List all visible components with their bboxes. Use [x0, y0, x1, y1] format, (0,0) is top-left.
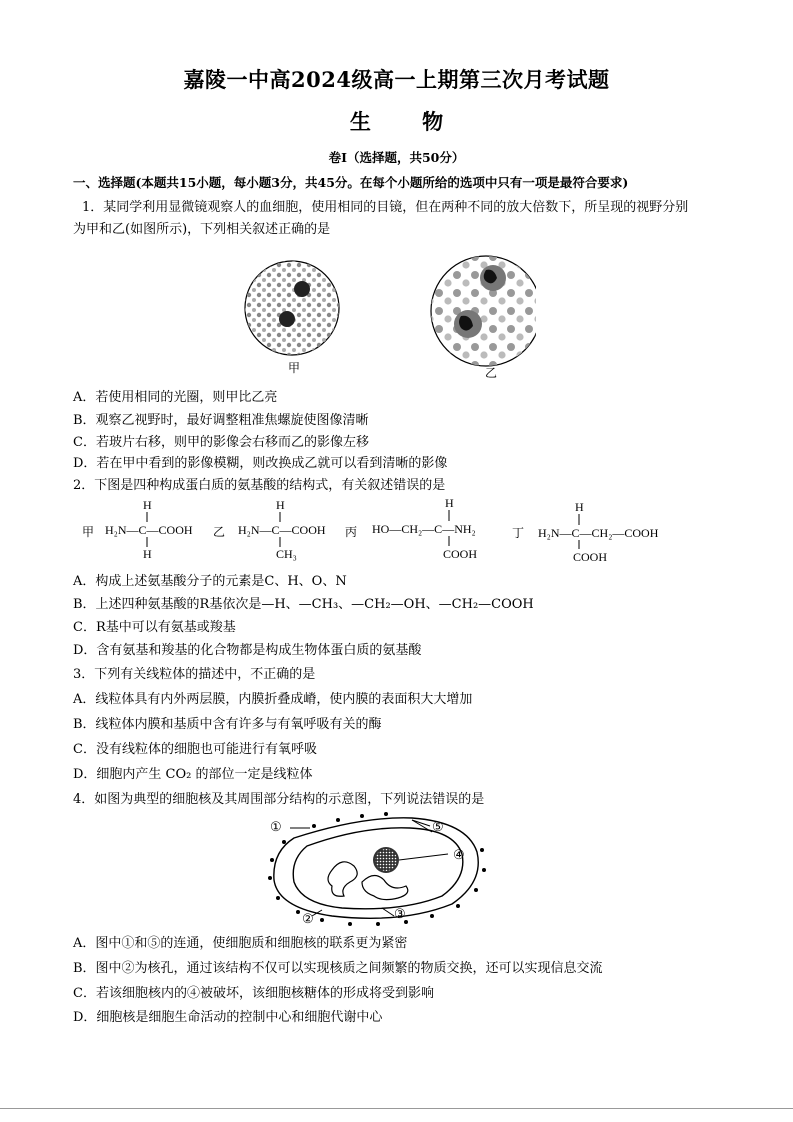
q4-option-a: A．图中①和⑤的连通，使细胞质和细胞核的联系更为紧密	[73, 936, 408, 951]
q1-stem-line1: 1．某同学利用显微镜观察人的血细胞，使用相同的目镜，但在两种不同的放大倍数下，所呈现的视野分别	[82, 200, 689, 215]
q3-option-a: A．线粒体具有内外两层膜，内膜折叠成嵴，使内膜的表面积大大增加	[73, 692, 473, 707]
formula-label-bing: 丙	[345, 525, 358, 539]
q4-option-c: C．若该细胞核内的④被破坏，该细胞核糖体的形成将受到影响	[73, 986, 434, 1001]
q3-option-d: D．细胞内产生 CO₂ 的部位一定是线粒体	[73, 767, 313, 782]
formula-ding-main: H₂N—C—CH₂—COOH	[538, 526, 659, 540]
figure-label-jia: 甲	[288, 361, 301, 375]
formula-ding-bottom: COOH	[573, 550, 608, 564]
q3-option-b: B．线粒体内膜和基质中含有许多与有氧呼吸有关的酶	[73, 717, 382, 732]
label-3: ③	[394, 907, 406, 922]
q1-option-d: D．若在甲中看到的影像模糊，则改换成乙就可以看到清晰的影像	[73, 456, 448, 471]
formula-bing-main: HO—CH₂—C—NH₂	[372, 522, 476, 536]
figure-label-yi: 乙	[485, 366, 498, 380]
q4-option-b: B．图中②为核孔，通过该结构不仅可以实现核质之间频繁的物质交换，还可以实现信息交流	[73, 961, 603, 976]
volume-heading: 卷Ⅰ（选择题，共50分）	[328, 150, 465, 165]
q1-stem-line2: 为甲和乙(如图所示)，下列相关叙述正确的是	[73, 222, 331, 237]
formula-yi-top: H	[276, 498, 285, 512]
q1-option-a: A．若使用相同的光圈，则甲比乙亮	[73, 390, 278, 405]
q2-option-b: B．上述四种氨基酸的R基依次是—H、—CH₃、—CH₂—OH、—CH₂—COOH	[73, 597, 534, 612]
formula-bing-top: H	[445, 496, 454, 510]
label-4: ④	[453, 848, 465, 863]
q1-option-b: B．观察乙视野时，最好调整粗准焦螺旋使图像清晰	[73, 413, 369, 428]
q4-option-d: D．细胞核是细胞生命活动的控制中心和细胞代谢中心	[73, 1010, 383, 1025]
q3-option-c: C．没有线粒体的细胞也可能进行有氧呼吸	[73, 742, 317, 757]
formula-bing-bottom: COOH	[443, 547, 478, 561]
q1-option-c: C．若玻片右移，则甲的影像会右移而乙的影像左移	[73, 435, 369, 450]
subject-title: 生 物	[349, 109, 466, 134]
exam-title: 嘉陵一中高2024级高一上期第三次月考试题	[183, 67, 610, 92]
section-heading: 一、选择题(本题共15小题，每小题3分，共45分。在每个小题所给的选项中只有一项是最符合要求)	[73, 175, 629, 190]
formula-yi-main: H₂N—C—COOH	[238, 523, 326, 537]
formula-yi-bottom: CH₃	[276, 547, 297, 561]
label-2: ②	[302, 912, 314, 927]
q2-option-a: A．构成上述氨基酸分子的元素是C、H、O、N	[73, 574, 347, 589]
label-5: ⑤	[432, 820, 444, 835]
formula-label-yi: 乙	[213, 525, 226, 539]
formula-label-ding: 丁	[512, 526, 525, 540]
formula-label-jia: 甲	[82, 525, 95, 539]
formula-jia-bottom: H	[143, 547, 152, 561]
q3-stem: 3．下列有关线粒体的描述中，不正确的是	[73, 667, 316, 682]
q2-stem: 2．下图是四种构成蛋白质的氨基酸的结构式，有关叙述错误的是	[73, 478, 446, 493]
formula-jia-main: H₂N—C—COOH	[105, 523, 193, 537]
formula-jia-top: H	[143, 498, 152, 512]
page-bottom-rule	[0, 1108, 793, 1109]
q4-stem: 4．如图为典型的细胞核及其周围部分结构的示意图，下列说法错误的是	[73, 792, 485, 807]
q2-option-c: C．R基中可以有氨基或羧基	[73, 620, 236, 635]
nucleus-diagram	[262, 812, 492, 930]
label-1: ①	[270, 820, 282, 835]
formula-ding-top: H	[575, 500, 584, 514]
q2-option-d: D．含有氨基和羧基的化合物都是构成生物体蛋白质的氨基酸	[73, 643, 422, 658]
